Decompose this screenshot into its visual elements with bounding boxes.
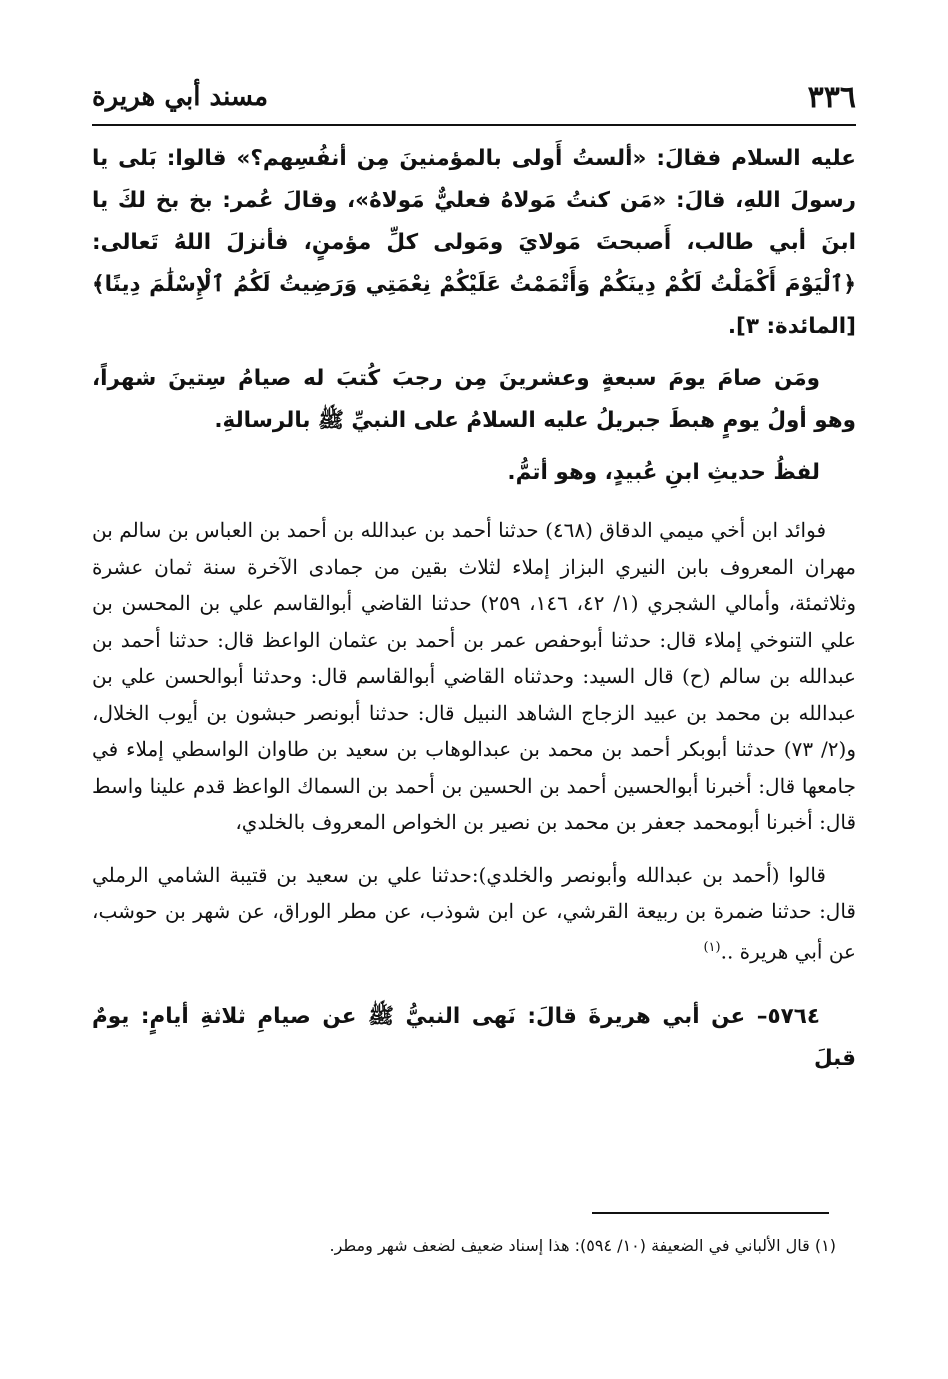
main-text [92,138,856,1090]
page-header [92,80,856,120]
chain-text: قالوا (أحمد بن عبدالله وأبونصر والخلدي):حدثنا علي بن سعيد بن قتيبة الشامي الرملي قال: حدثنا ضمرة بن ربيعة القرشي، عن ابن شوذب، عن مطر الوراق، عن شهر بن حوشب، عن أبي هريرة .. [92,862,856,964]
hadith-continuation-paragraph: عليه السلام فقالَ: «ألستُ أَولى بالمؤمنينَ مِن أنفُسِهم؟» قالوا: بَلى يا رسولَ اللهِ، قالَ: «مَن كنتُ مَولاهُ فعليٌّ مَولاهُ»، وقالَ عُمر: بخ بخ لكَ يا ابنَ أبي طالب، أَصبحتَ مَولايَ ومَولى كلِّ مؤمنٍ، فأنزلَ اللهُ تَعالى: ﴿ٱلْيَوْمَ أَكْمَلْتُ لَكُمْ دِينَكُمْ وَأَتْمَمْتُ عَلَيْكُمْ نِعْمَتِي وَرَضِيتُ لَكُمُ ٱلْإِسْلَٰمَ دِينًا﴾ [المائدة: ٣]. [92,146,856,339]
sources-paragraph: فوائد ابن أخي ميمي الدقاق (٤٦٨) حدثنا أحمد بن عبدالله بن أحمد بن العباس بن سالم بن مهران المعروف بابن النيري البزاز إملاء لثلاث بقين من جمادى الآخرة سنة ثمان عشرة وثلاثمئة، وأمالي الشجري (١/ ٤٢، ١٤٦، ٢٥٩) حدثنا القاضي أبوالقاسم علي بن المحسن بن علي التنوخي إملاء قال: حدثنا أبوحفص عمر بن أحمد بن عثمان الواعظ قال: حدثنا أحمد بن عبدالله بن سالم (ح) قال السيد: وحدثناه القاضي أبوالقاسم قال: وحدثنا أبوالحسن علي بن عبدالله بن محمد بن عبيد الزجاج الشاهد النبيل قال: حدثنا أبونصر حبشون بن أيوب الخلال، و(٢/ ٧٣) حدثنا أبوبكر أحمد بن محمد بن عبدالوهاب بن سعيد بن طاوان الواسطي إملاء في جامعها قال: أخبرنا أبوالحسين أحمد بن الحسين بن أحمد بن السماك الواعظ قدم علينا واسط قال: أخبرنا أبومحمد جعفر بن محمد بن نصير بن الخواص المعروف بالخلدي، [92,518,857,834]
wording-note-paragraph: لفظُ حديثِ ابنِ عُبيدٍ، وهو أتمُّ. [507,460,820,485]
footnote-reference: (١) [703,939,721,955]
hadith-5764-paragraph: ٥٧٦٤– عن أبي هريرةَ قالَ: نَهى النبيُّ ﷺ عن صيامِ ثلاثةِ أيامٍ: يومٌ قبلَ [92,1003,856,1071]
isnad-block [92,512,856,841]
footnote-rule [592,1212,829,1214]
running-title: مسند أبي هريرة [92,82,269,112]
header-rule [92,124,856,126]
fasting-virtue-paragraph: ومَن صامَ يومَ سبعةٍ وعشرينَ مِن رجبَ كُتبَ له صيامُ سِتينَ شهراً، وهو أولُ يومٍ هبطَ جبريلُ عليه السلامُ على النبيِّ ﷺ بالرسالةِ. [92,366,856,433]
footnote: (١) قال الألباني في الضعيفة (١٠/ ٥٩٤): هذا إسناد ضعيف لضعف شهر ومطر. [329,1236,836,1255]
chain-paragraph [92,857,856,970]
chain-block [92,857,856,970]
page-number: ٣٣٦ [807,80,856,115]
